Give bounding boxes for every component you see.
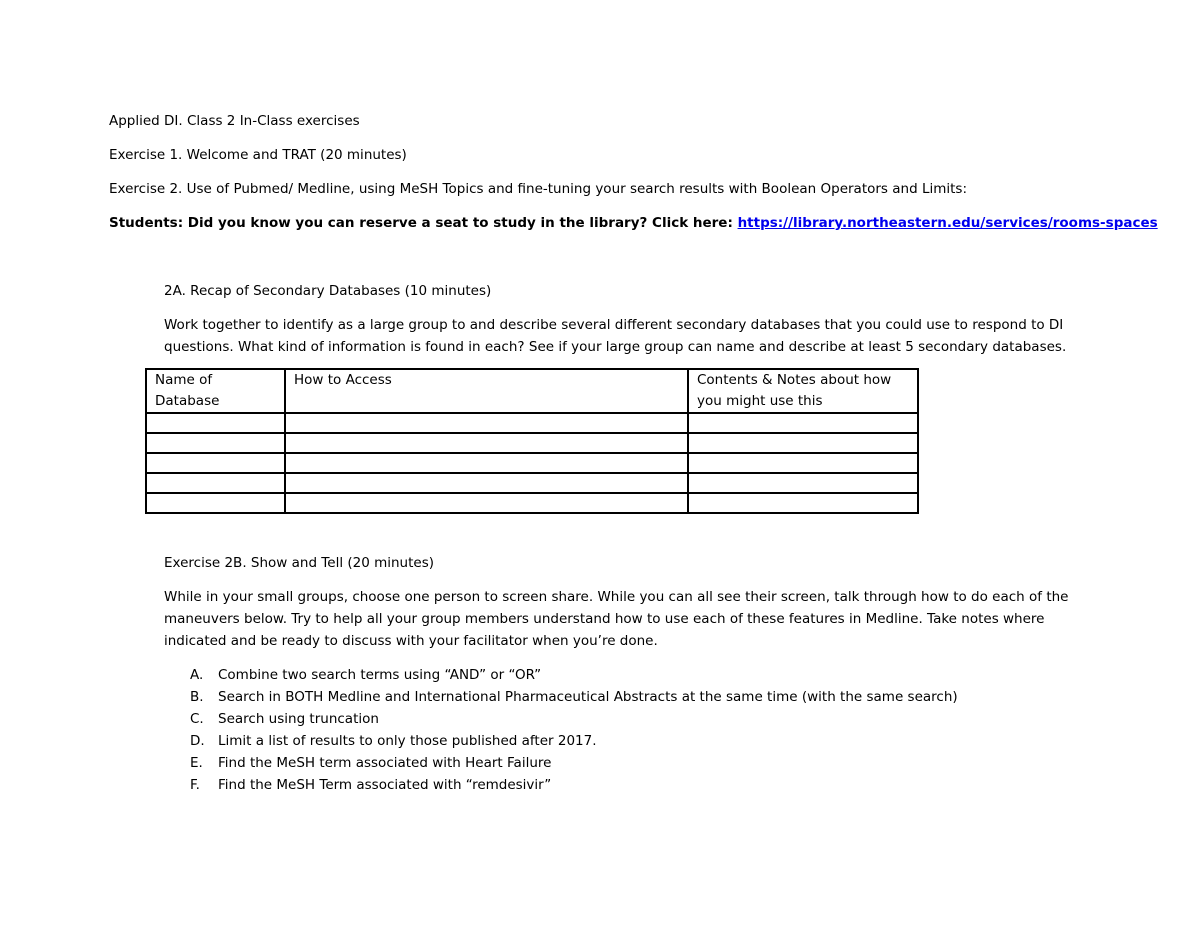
students-note xyxy=(109,214,1158,232)
table-cell xyxy=(285,433,688,453)
list-marker: E. xyxy=(190,755,203,771)
list-marker: C. xyxy=(190,711,204,727)
table-cell xyxy=(688,453,918,473)
table-row xyxy=(146,493,918,513)
students-note-text: Students: Did you know you can reserve a seat to study in the library? Click here: xyxy=(109,215,738,231)
table-cell xyxy=(688,473,918,493)
table-row xyxy=(146,473,918,493)
exercise-2-heading: Exercise 2. Use of Pubmed/ Medline, using MeSH Topics and fine-tuning your search results with Boolean Operators and Limits: xyxy=(109,181,967,197)
table-cell xyxy=(688,493,918,513)
section-2b-paragraph-line: maneuvers below. Try to help all your group members understand how to use each of these features in Medline. Take notes where xyxy=(164,611,1045,627)
section-2b-paragraph xyxy=(164,586,1084,652)
section-2a-paragraph-line: Work together to identify as a large group to and describe several different secondary databases that you could use to respond to DI xyxy=(164,317,1064,333)
list-item-text: Search in BOTH Medline and International Pharmaceutical Abstracts at the same time (with the same search) xyxy=(218,689,958,705)
table-cell xyxy=(688,413,918,433)
table-header-cell: Contents & Notes about how you might use this xyxy=(688,369,918,413)
list-item-text: Search using truncation xyxy=(218,711,379,727)
list-item-text: Find the MeSH Term associated with “remdesivir” xyxy=(218,777,552,793)
table-cell xyxy=(688,433,918,453)
table-cell xyxy=(285,493,688,513)
table-cell xyxy=(146,453,285,473)
list-item xyxy=(164,730,958,752)
list-marker: A. xyxy=(190,667,204,683)
exercise-1-heading: Exercise 1. Welcome and TRAT (20 minutes) xyxy=(109,147,407,163)
table-cell xyxy=(146,473,285,493)
list-marker: B. xyxy=(190,689,204,705)
table-row xyxy=(146,413,918,433)
task-list xyxy=(164,664,958,796)
table-cell xyxy=(285,413,688,433)
section-2b-paragraph-line: indicated and be ready to discuss with your facilitator when you’re done. xyxy=(164,633,658,649)
section-2a-heading: 2A. Recap of Secondary Databases (10 minutes) xyxy=(164,283,492,299)
section-2b-heading: Exercise 2B. Show and Tell (20 minutes) xyxy=(164,555,435,571)
table-cell xyxy=(146,433,285,453)
list-item-text: Find the MeSH term associated with Heart Failure xyxy=(218,755,552,771)
list-item xyxy=(164,664,958,686)
list-item xyxy=(164,774,958,796)
table-row xyxy=(146,433,918,453)
list-item-text: Combine two search terms using “AND” or “OR” xyxy=(218,667,542,683)
table-header-cell: How to Access xyxy=(285,369,688,413)
table-cell xyxy=(146,413,285,433)
library-rooms-link[interactable]: https://library.northeastern.edu/services/rooms-spaces xyxy=(737,215,1158,231)
list-item xyxy=(164,708,958,730)
list-item-text: Limit a list of results to only those published after 2017. xyxy=(218,733,597,749)
list-item xyxy=(164,752,958,774)
table-cell xyxy=(285,473,688,493)
table-cell xyxy=(146,493,285,513)
list-item xyxy=(164,686,958,708)
list-marker: F. xyxy=(190,777,200,793)
list-marker: D. xyxy=(190,733,205,749)
table-header-cell: Name of Database xyxy=(146,369,285,413)
table-header-row xyxy=(146,369,918,413)
table-cell xyxy=(285,453,688,473)
section-2b-paragraph-line: While in your small groups, choose one person to screen share. While you can all see their screen, talk through how to do each of the xyxy=(164,589,1069,605)
section-2a-paragraph-line: questions. What kind of information is found in each? See if your large group can name and describe at least 5 secondary databases. xyxy=(164,339,1067,355)
section-2a-paragraph xyxy=(164,314,1084,358)
document-title: Applied DI. Class 2 In-Class exercises xyxy=(109,113,360,129)
table-row xyxy=(146,453,918,473)
secondary-databases-table xyxy=(145,368,919,514)
